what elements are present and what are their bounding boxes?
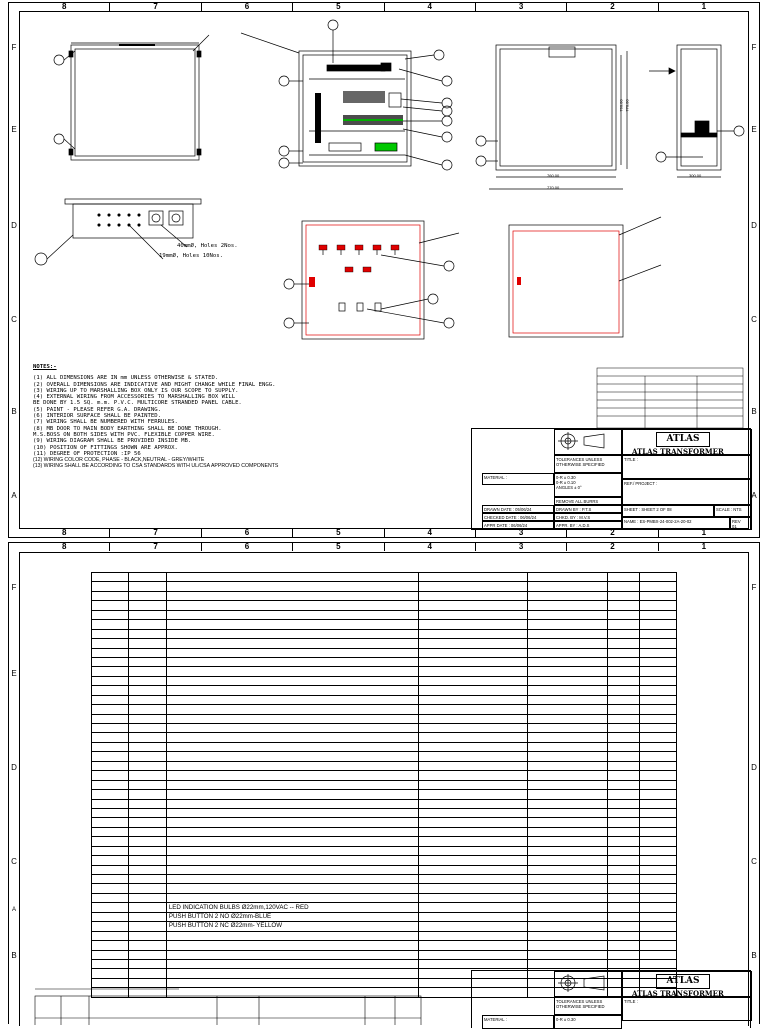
row-label: A (11, 491, 17, 500)
appr-date-cell (482, 521, 554, 530)
atlas-logo: ATLAS (656, 432, 710, 447)
tolerance-cell (554, 455, 622, 473)
checked-date-cell (482, 513, 554, 521)
title-block-2 (471, 970, 751, 1028)
zone-label: 8 (61, 528, 67, 537)
project-cell (622, 479, 752, 505)
tolerance-cell (554, 997, 622, 1015)
material-cell (482, 473, 554, 485)
tol-value: ± 0.10 (563, 480, 576, 485)
zone-label: 7 (109, 529, 200, 537)
drawn-date: DRAWN DATE : 05/06/24 (484, 507, 532, 512)
zone-label: 6 (201, 3, 292, 11)
rev-value: 01 (732, 524, 737, 529)
material-cell (482, 1015, 554, 1029)
company-name: ATLAS TRANSFORMER (632, 447, 724, 456)
zone-label: 3 (475, 543, 566, 551)
title-block (471, 428, 751, 530)
title-label: TITLE : (624, 457, 638, 462)
note-line: (5) PAINT - PLEASE REFER G.A. DRAWING. (33, 406, 161, 413)
tol-value: ± 0.30 (563, 475, 576, 480)
drawing-sheet-1 (8, 2, 760, 538)
dimension-height-a: 760.00 (618, 99, 624, 112)
tolerance-text: OTHERWISE SPECIFIED (556, 462, 605, 467)
zone-label: 5 (292, 529, 383, 537)
dimension-depth: 300.00 (689, 173, 702, 178)
checked-date: CHECKED DATE : 06/06/24 (484, 515, 537, 520)
rev-label: REV (732, 519, 741, 524)
row-label: D (11, 221, 17, 230)
zone-label: 8 (61, 542, 67, 551)
enclosure-front-view (54, 35, 209, 160)
row-label: B (11, 951, 17, 960)
row-label: C (751, 857, 757, 866)
row-label: D (751, 763, 757, 772)
tolerance-text: TOLERANCES UNLESS (556, 999, 603, 1004)
zone-label: 6 (201, 543, 292, 551)
appr-date: APPR DATE : 06/06/24 (484, 523, 528, 528)
row-label: A (751, 491, 757, 500)
zone-label: 6 (201, 529, 292, 537)
dimension-width-inner: 760.00 (547, 173, 560, 178)
cutout-label-40mm: 40mmØ, Holes 2Nos. (177, 243, 238, 249)
dimension-height-b: 770.00 (624, 99, 630, 112)
scale-cell (714, 505, 752, 517)
drawing-name-cell (622, 517, 730, 530)
tolerance-text: OTHERWISE SPECIFIED (556, 1004, 605, 1009)
revision-table (597, 368, 743, 428)
tol-value: 0-R (556, 1017, 563, 1022)
tol-value: ± 0° (574, 485, 582, 490)
zone-label: 7 (109, 3, 200, 11)
zone-label: 2 (566, 543, 657, 551)
note-line: (6) INTERIOR SURFACE SHALL BE PAINTED. (33, 413, 161, 420)
tol-value: ANGLES (556, 485, 573, 490)
note-line: (9) WIRING DIAGRAM SHALL BE PROVIDED INSIDE MB. (33, 438, 192, 445)
cutout-label-19mm: 19mmØ, Holes 10Nos. (159, 253, 223, 259)
row-label: E (11, 669, 17, 678)
projection-symbol-icon (556, 973, 616, 993)
tol-value: 0-R (556, 480, 563, 485)
projection-symbol-icon (556, 431, 616, 451)
logo-cell (554, 429, 622, 455)
project-label: REF./ PROJECT : (624, 481, 658, 486)
drawn-by-cell (554, 505, 622, 513)
zone-label: 7 (109, 543, 200, 551)
note-line: (3) WIRING UP TO MARSHALLING BOX ONLY IS OUR SCOPE TO SUPPLY. (33, 387, 239, 394)
row-label: E (751, 125, 757, 134)
note-line: (2) OVERALL DIMENSIONS ARE INDICATIVE AND MIGHT CHANGE WHILE FINAL ENGG. (33, 381, 276, 388)
drawing-sheet-2 (8, 542, 760, 1024)
bom-description-cell: PUSH BUTTON 2 NO Ø22mm-BLUE (166, 912, 418, 921)
rev-cell (730, 517, 752, 530)
note-line: (10) POSITION OF FITTINGS SHOWN ARE APPROX. (33, 444, 178, 451)
row-label: D (751, 221, 757, 230)
tol-value: 0-R (556, 475, 563, 480)
note-line: (4) EXTERNAL WIRING FROM ACCESSORIES TO MARSHALLING BOX WILL (33, 394, 236, 401)
title-cell (622, 997, 752, 1021)
row-label: B (751, 407, 757, 416)
appr-by: APPR. BY : A.D.S (556, 523, 590, 528)
zone-label: 1 (658, 529, 749, 537)
row-label: F (11, 583, 17, 592)
zone-label: 1 (658, 543, 749, 551)
bom-description-cell: LED INDICATION BULBS Ø22mm,120VAC -- RED (166, 903, 418, 912)
note-line: (8) MB DOOR TO MAIN BODY EARTHING SHALL BE DONE THROUGH. (33, 425, 222, 432)
dimension-width-outer: 770.00 (547, 185, 560, 190)
row-label: A (11, 907, 16, 913)
note-line: (13) WIRING SHALL BE ACCORDING TO CSA STANDARDS WITH UL/CSA APPROVED COMPONENTS (33, 463, 279, 470)
zone-label: 4 (384, 543, 475, 551)
zone-label: 8 (61, 2, 67, 11)
drawn-date-cell (482, 505, 554, 513)
drawing-name: NAME : ES-PMBX-24-002-2A-20-02 (624, 519, 692, 524)
zone-label: 5 (292, 3, 383, 11)
sheet-number: SHEET : SHEET 2 OF 08 (624, 507, 672, 512)
sheet-cell (622, 505, 714, 517)
zone-label: 1 (658, 3, 749, 11)
door-outside-view (509, 217, 661, 337)
row-label: C (751, 315, 757, 324)
note-line: (7) WIRING SHALL BE NUMBERED WITH FERRULES. (33, 419, 178, 426)
row-label: F (751, 583, 757, 592)
material-label: MATERIAL : (484, 1017, 507, 1022)
row-label: E (11, 125, 17, 134)
note-line: (1) ALL DIMENSIONS ARE IN mm UNLESS OTHERWISE & STATED. (33, 375, 219, 382)
row-label: C (11, 857, 17, 866)
zone-label: 4 (384, 529, 475, 537)
sheet2-lower-lines (9, 543, 761, 1025)
appr-by-cell (554, 521, 622, 530)
remove-burrs-cell (554, 497, 622, 505)
note-line: (12) WIRING COLOR CODE, PHASE - BLACK,NEUTRAL - GREY/WHITE (33, 457, 205, 464)
notes-block (33, 364, 278, 470)
zone-label: 2 (566, 3, 657, 11)
notes-heading: NOTES:- (33, 364, 57, 370)
row-label: B (11, 407, 17, 416)
row-label: D (11, 763, 17, 772)
note-line: BE DONE BY 1.5 SQ. m.m. P.V.C. MULTICORE STRANDED PANEL CABLE. (33, 400, 242, 407)
row-label: B (751, 951, 757, 960)
tolerance-values-cell (554, 473, 622, 497)
chkd-by-cell (554, 513, 622, 521)
chkd-by: CHKD. BY : M.V.S (556, 515, 591, 520)
row-label: C (11, 315, 17, 324)
title-cell (622, 455, 752, 479)
scale-value: SCALE : NTS (716, 507, 742, 512)
enclosure-door-closed-view (476, 45, 627, 189)
drawn-by: DRAWN BY : P.T.S (556, 507, 592, 512)
bom-description-cell: PUSH BUTTON 2 NC Ø22mm- YELLOW (166, 922, 418, 931)
zone-label: 3 (475, 529, 566, 537)
tolerance-values-cell (554, 1015, 622, 1029)
enclosure-interior-view (241, 20, 452, 170)
zone-label: 3 (475, 3, 566, 11)
tol-value: ± 0.30 (563, 1017, 576, 1022)
row-label: F (11, 43, 17, 52)
row-label: F (751, 43, 757, 52)
tolerance-text: TOLERANCES UNLESS (556, 457, 603, 462)
note-line: (11) DEGREE OF PROTECTION :IP 56 (33, 450, 141, 457)
atlas-logo: ATLAS (656, 974, 710, 989)
company-name: ATLAS TRANSFORMER (632, 989, 724, 998)
door-inside-view (284, 221, 459, 339)
material-label: MATERIAL : (484, 475, 507, 480)
note-line: M.S.BOSS ON BOTH SIDES WITH PVC. FLEXIBLE COPPER WIRE. (33, 431, 215, 438)
remove-burrs-text: REMOVE ALL BURRS (556, 499, 599, 504)
enclosure-side-view (649, 45, 744, 177)
zone-label: 4 (384, 3, 475, 11)
zone-label: 5 (292, 543, 383, 551)
zone-label: 2 (566, 529, 657, 537)
title-label: TITLE : (624, 999, 638, 1004)
logo-cell (554, 971, 622, 997)
